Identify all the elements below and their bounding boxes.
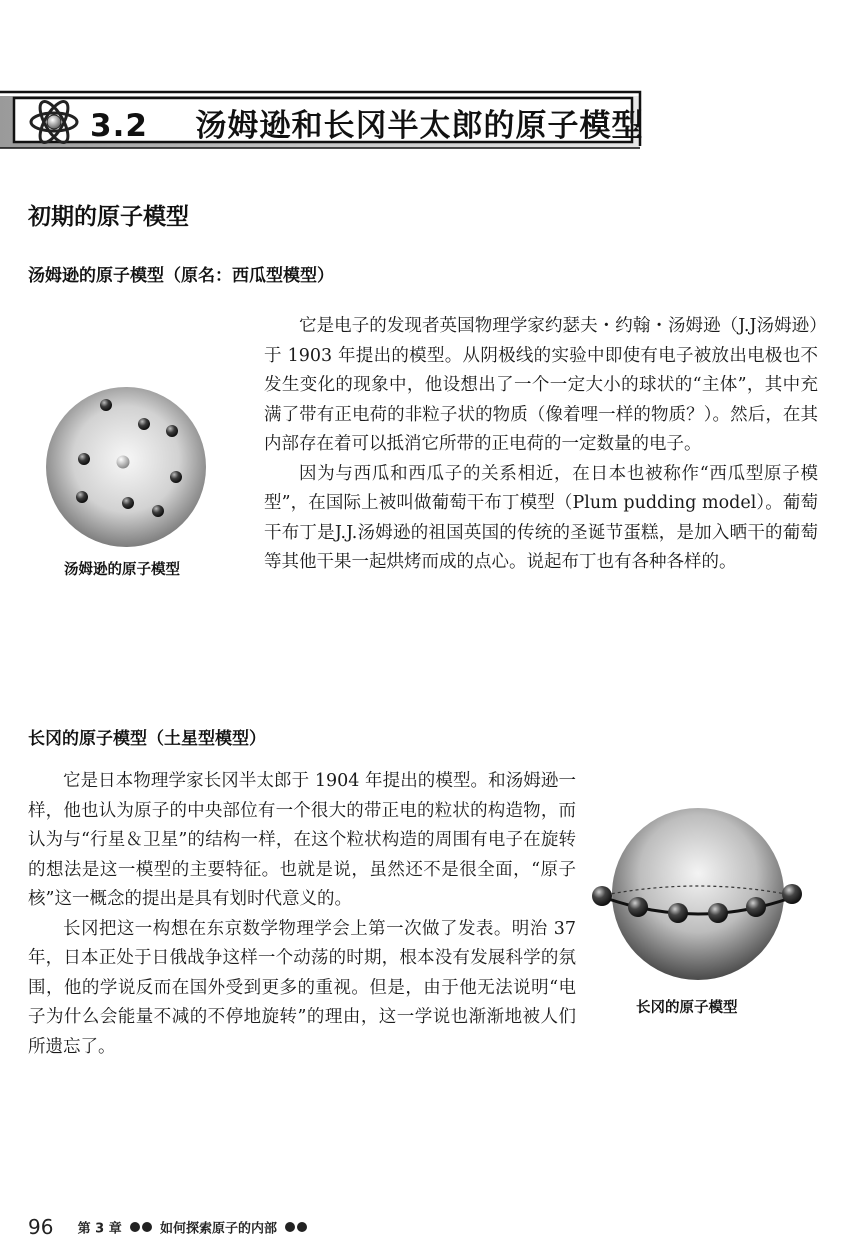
section-number: 3.2 [90, 108, 148, 144]
electron [117, 456, 130, 469]
main-heading: 初期的原子模型 [28, 204, 189, 230]
nagaoka-paragraph-1: 它是日本物理学家长冈半太郎于 1904 年提出的模型。和汤姆逊一样，他也认为原子的中央部位有一个很大的带正电的粒状的构造物，而认为与“行星＆卫星”的结构一样，在这个粒状构造的周围有电子在旋转的想法是这一模型的主要特征。也就是说，虽然还不是很全面，“原子核”这一概念的提出是具有划时代意义的。 [28, 771, 576, 909]
electron [138, 418, 150, 430]
section-title-text: 汤姆逊和长冈半太郎的原子模型 [195, 108, 644, 144]
thomson-paragraph-1: 它是电子的发现者英国物理学家约瑟夫・约翰・汤姆逊（J.J汤姆逊）于 1903 年提出的模型。从阴极线的实验中即使有电子被放出电极也不发生变化的现象中，他设想出了一个一定大小的球状的“主体”，其中充满了带有正电荷的非粒子状的物质（像着哩一样的物质？）。然后，在其内部存在着可以抵消它所带的正电荷的一定数量的电子。 [264, 316, 818, 454]
nagaoka-heading: 长冈的原子模型（土星型模型） [28, 729, 266, 749]
electron [592, 886, 612, 906]
electron [76, 491, 88, 503]
page-footer [28, 1215, 310, 1239]
electron [100, 399, 112, 411]
nagaoka-atom-model-illustration [588, 800, 808, 990]
atom-icon [28, 96, 80, 148]
electron [122, 497, 134, 509]
electron [152, 505, 164, 517]
decorative-dots-icon [129, 1221, 153, 1233]
thomson-heading: 汤姆逊的原子模型（原名：西瓜型模型） [28, 266, 334, 286]
chapter-label: 第 3 章 [77, 1221, 122, 1237]
electron [708, 903, 728, 923]
electron [166, 425, 178, 437]
chapter-title: 如何探索原子的内部 [159, 1221, 277, 1237]
nagaoka-body [28, 767, 576, 1062]
nagaoka-caption: 长冈的原子模型 [636, 1000, 738, 1016]
nucleus-sphere [612, 808, 784, 980]
thomson-body [264, 312, 818, 578]
thomson-caption: 汤姆逊的原子模型 [64, 562, 180, 578]
decorative-dots-icon [284, 1221, 308, 1233]
electron [78, 453, 90, 465]
section-title [90, 100, 644, 145]
page-number: 96 [28, 1215, 54, 1239]
electron [170, 471, 182, 483]
nagaoka-paragraph-2: 长冈把这一构想在东京数学物理学会上第一次做了发表。明治 37 年，日本正处于日俄战争这样一个动荡的时期，根本没有发展科学的氛围，他的学说反而在国外受到更多的重视。但是，由于他无法说明“电子为什么会能量不减的不停地旋转”的理由，这一学说也渐渐地被人们所遗忘了。 [28, 918, 576, 1057]
thomson-paragraph-2: 因为与西瓜和西瓜子的关系相近，在日本也被称作“西瓜型原子模型”，在国际上被叫做葡萄干布丁模型（Plum pudding model）。葡萄干布丁是J.J.汤姆逊的祖国英国的传统的圣诞节蛋糕，是加入晒干的葡萄等其他干果一起烘烤而成的点心。说起布丁也有各种各样的。 [264, 463, 818, 572]
electron [668, 903, 688, 923]
thomson-atom-model-illustration [44, 385, 208, 549]
electron [782, 884, 802, 904]
electron [746, 897, 766, 917]
electron [628, 897, 648, 917]
